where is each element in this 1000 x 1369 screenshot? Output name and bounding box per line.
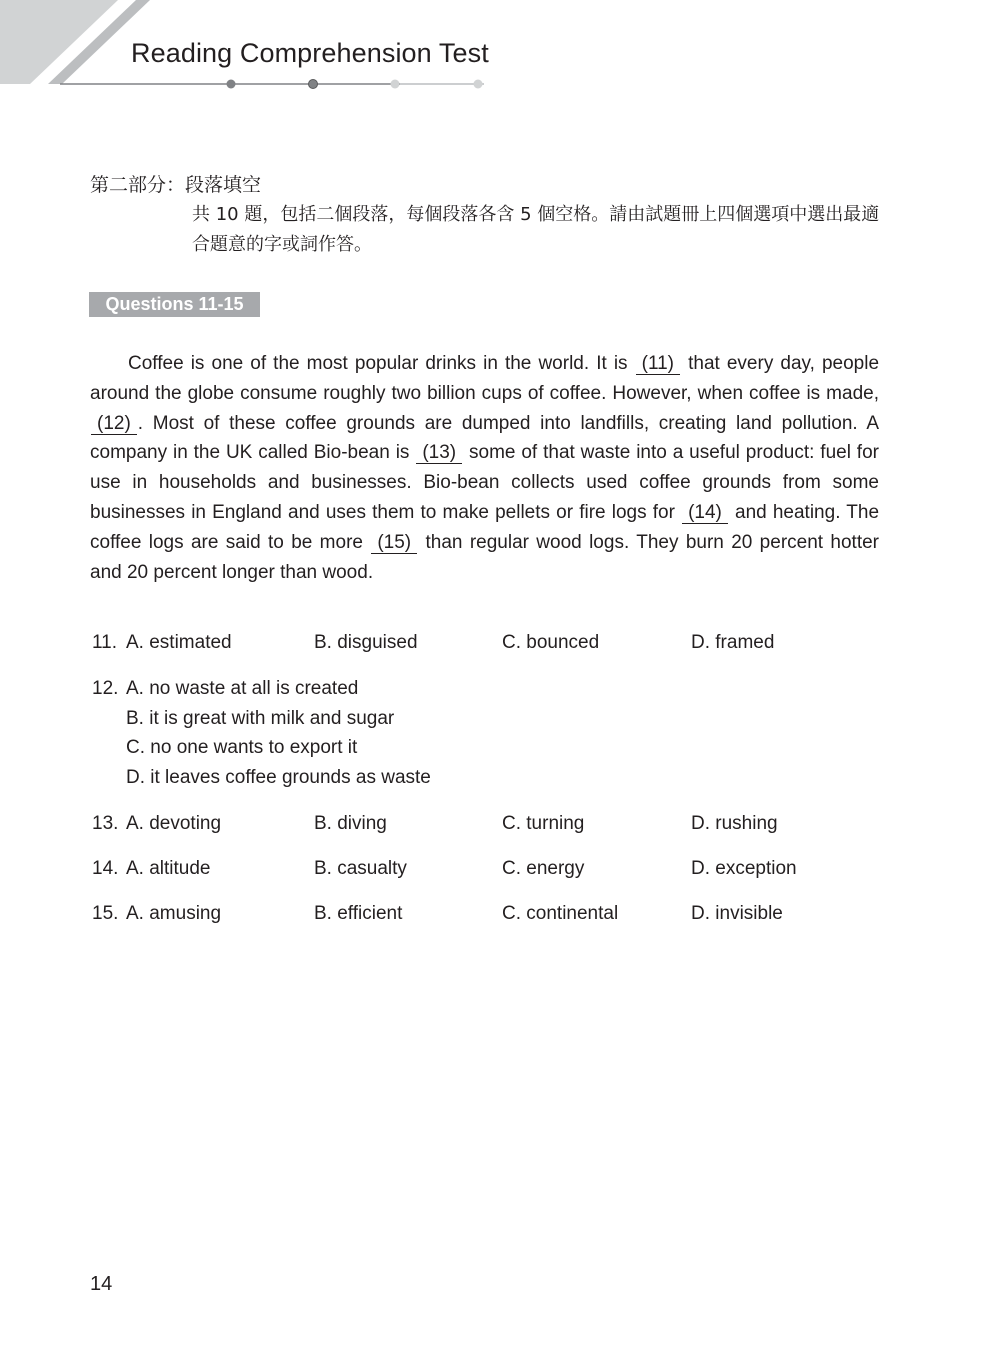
option-a: A. altitude	[126, 858, 211, 879]
option-c: C. bounced	[502, 632, 600, 653]
option-d: D. exception	[691, 858, 797, 879]
question-number: 11.	[92, 632, 118, 653]
option-d: D. framed	[691, 632, 775, 653]
option-a: A. devoting	[126, 813, 222, 834]
option-b: B. efficient	[314, 903, 403, 924]
option-b: B. diving	[314, 813, 387, 834]
option-a: A. amusing	[126, 903, 222, 924]
option-c: C. no one wants to export it	[126, 737, 358, 759]
option-a: A. no waste at all is created	[126, 678, 359, 699]
reading-passage	[90, 349, 879, 587]
progress-dot	[391, 80, 400, 89]
page-number: 14	[90, 1273, 113, 1295]
option-d: D. it leaves coffee grounds as waste	[126, 767, 431, 789]
question-number: 14.	[92, 858, 119, 879]
section-label-badge: Questions 11-15	[89, 292, 260, 317]
blank-15: (15)	[371, 532, 417, 554]
header-progress-line	[60, 76, 490, 92]
question-number: 12.	[92, 678, 119, 699]
blank-11: (11)	[636, 353, 680, 375]
passage-text: Coffee is one of the most popular drinks in the world. It is	[128, 353, 628, 374]
passage-text: some of that waste into a useful product: fuel for use in households and businesses. Bio-bean collects used coffee grounds from some businesses in England and uses them to make pellets or fire logs for	[90, 442, 879, 523]
header-title: Reading Comprehension Test	[131, 38, 489, 68]
option-b: B. it is great with milk and sugar	[126, 707, 395, 729]
option-c: C. turning	[502, 813, 585, 834]
progress-dot	[474, 80, 483, 89]
option-b: B. casualty	[314, 858, 407, 879]
passage-text: and heating. The coffee logs are said to be more	[90, 501, 880, 553]
blank-14: (14)	[682, 502, 728, 524]
option-d: D. rushing	[691, 813, 778, 834]
blank-13: (13)	[416, 442, 462, 464]
progress-dot	[227, 80, 236, 89]
option-c: C. energy	[502, 858, 585, 879]
option-c: C. continental	[502, 903, 619, 924]
option-a: A. estimated	[126, 632, 232, 653]
question-number: 13.	[92, 813, 119, 834]
part-title: 第二部分：段落填空	[90, 174, 262, 196]
passage-text: that every day, people around the globe consume roughly two billion cups of coffee. However, when coffee is made,	[90, 353, 880, 404]
progress-dot	[309, 80, 318, 89]
option-d: D. invisible	[691, 903, 783, 924]
passage-text: than regular wood logs. They burn 20 percent hotter and 20 percent longer than wood.	[90, 531, 879, 583]
part-description: 共 10 題，包括二個段落，每個段落各含 5 個空格。請由試題冊上四個選項中選出最適合題意的字或詞作答。	[192, 204, 880, 255]
blank-12: (12)	[91, 413, 137, 435]
question-number: 15.	[92, 903, 119, 924]
passage-text: . Most of these coffee grounds are dumped into landfills, creating land pollution. A company in the UK called Bio-bean is	[90, 412, 879, 464]
option-b: B. disguised	[314, 632, 418, 653]
